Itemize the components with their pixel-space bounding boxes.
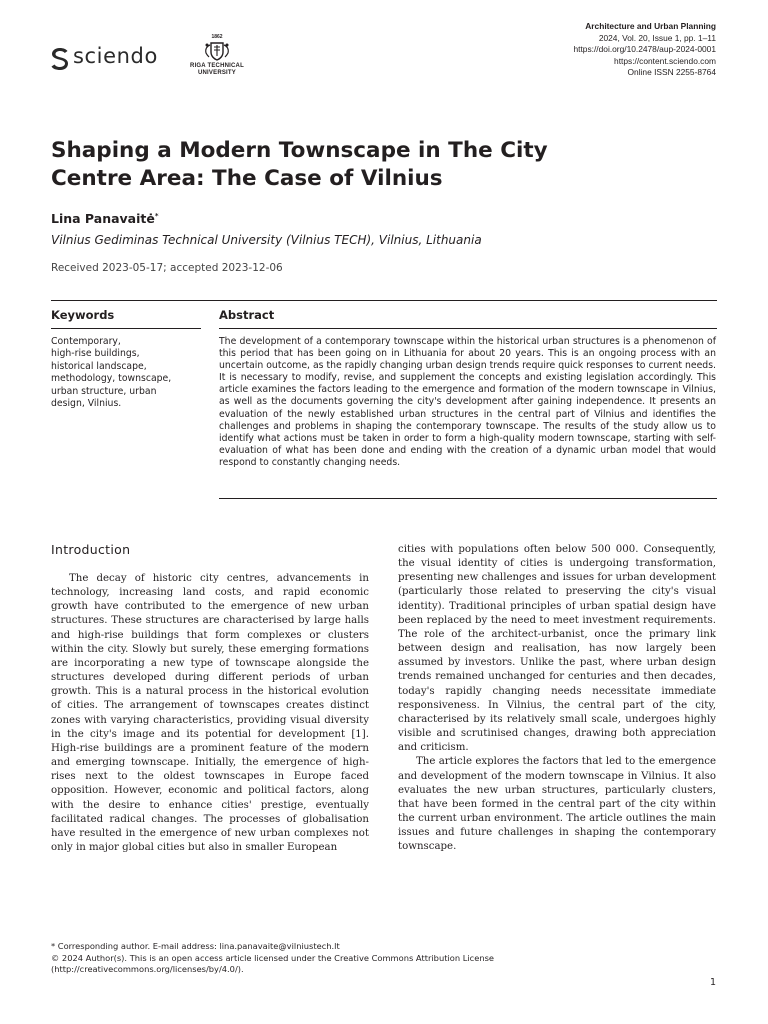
author-name-text: Lina Panavaitė bbox=[51, 211, 155, 226]
journal-url[interactable]: https://content.sciendo.com bbox=[614, 55, 716, 66]
license-note: © 2024 Author(s). This is an open access article licensed under the Creative Commons Attribution License bbox=[51, 952, 495, 963]
divider-bottom bbox=[219, 498, 717, 499]
university-logo bbox=[186, 34, 248, 80]
paragraph: The article explores the factors that led to the emergence and development of the modern townscape in Vilnius. It also evaluates the new urban structures, particularly clusters, that have been formed in the central part of the city within the current urban environment. The article outlines the main issues and future challenges in shaping the contemporary townscape. bbox=[398, 756, 716, 853]
body-column-left bbox=[51, 572, 369, 855]
journal-title: Architecture and Urban Planning bbox=[585, 21, 716, 31]
introduction-heading: Introduction bbox=[51, 542, 131, 557]
article-title-line1: Shaping a Modern Townscape in The City bbox=[51, 138, 548, 163]
abstract-divider bbox=[219, 328, 717, 329]
keyword-line: historical landscape, bbox=[51, 360, 147, 372]
license-url[interactable]: (http://creativecommons.org/licenses/by/4.0/). bbox=[51, 964, 244, 974]
paragraph: cities with populations often below 500 000. Consequently, the visual identity of cities is undergoing transformation, presenting new challenges and issues for urban development (particularly those related to preserving the city's visual identity). Traditional principles of urban spatial design have been replaced by the need to meet investment requirements. The role of the architect-urbanist, once the primary link between design and realisation, has now largely been assumed by investors. Unlike the past, where urban design trends remained unchanged for centuries and then decades, today's rapidly changing needs necessitate immediate responsiveness. In Vilnius, the central part of the city, characterised by its relatively small scale, undergoes highly visible and scrutinised changes, drawing both appreciation and criticism. bbox=[398, 544, 716, 754]
keyword-line: urban structure, urban bbox=[51, 385, 157, 397]
divider-top bbox=[51, 300, 717, 301]
crest-icon bbox=[203, 40, 231, 62]
issn: Online ISSN 2255-8764 bbox=[627, 67, 716, 78]
abstract-text: The development of a contemporary townscape within the historical urban structures is a phenomenon of this period that has been going on in Lithuania for about 20 years. This is an ongoing process with an uncertain outcome, as the rapidly changing urban design trends require quick responses to current needs. It is necessary to modify, revise, and supplement the concepts and existing legislation accordingly. This article examines the factors leading to the emergence and formation of the modern townscape in Vilnius, as well as the documents governing the city's development after gaining independence. It presents an evaluation of the newly established urban structures in the central part of Vilnius and identifies the challenges and problems in shaping the contemporary townscape. The results of the study allow us to identify what actions must be taken in order to form a high-quality modern townscape, starting with self-evaluation of what has been done and ending with the creation of a dynamic urban model that would respond to constantly changing needs. bbox=[219, 336, 716, 468]
journal-info bbox=[574, 21, 717, 79]
page-number: 1 bbox=[709, 977, 716, 988]
author-name bbox=[51, 211, 159, 226]
doi-link[interactable]: https://doi.org/10.2478/aup-2024-0001 bbox=[573, 44, 716, 55]
corresponding-mark: * bbox=[154, 211, 159, 220]
university-name-line1: RIGA TECHNICAL bbox=[190, 63, 244, 69]
keyword-line: design, Vilnius. bbox=[51, 398, 122, 410]
keyword-line: Contemporary, bbox=[51, 336, 121, 347]
abstract-heading: Abstract bbox=[219, 308, 275, 322]
keyword-line: high-rise buildings, bbox=[51, 348, 140, 360]
corresponding-author-note: * Corresponding author. E-mail address: lina.panavaite@vilniustech.lt bbox=[51, 941, 340, 951]
publisher-logo: sciendo bbox=[73, 44, 158, 68]
keywords-list bbox=[51, 336, 201, 410]
body-column-right bbox=[398, 543, 716, 854]
footnotes bbox=[51, 941, 711, 976]
keywords-divider bbox=[51, 328, 201, 329]
keyword-line: methodology, townscape, bbox=[51, 373, 172, 385]
article-title bbox=[51, 137, 611, 193]
university-year: 1862 bbox=[211, 34, 223, 40]
received-dates: Received 2023-05-17; accepted 2023-12-06 bbox=[51, 262, 283, 274]
university-name-line2: UNIVERSITY bbox=[197, 70, 236, 76]
author-affiliation: Vilnius Gediminas Technical University (Vilnius TECH), Vilnius, Lithuania bbox=[51, 233, 482, 247]
keywords-heading: Keywords bbox=[51, 308, 115, 322]
paragraph: The decay of historic city centres, advancements in technology, increasing land costs, and rapid economic growth have contributed to the emergence of new urban structures. These structures are characterised by large halls and high-rise buildings that form complexes or clusters within the city. Slowly but surely, these emerging formations are incorporating a new type of townscape alongside the structures developed during different periods of urban growth. This is a natural process in the historical evolution of cities. The arrangement of townscapes creates distinct zones with varying characteristics, providing visual diversity in the city's image and its potential for development [1]. High-rise buildings are a prominent feature of the modern and emerging townscape. Initially, the emergence of high-rises next to the oldest townscapes in Europe faced opposition. However, economic and political factors, along with the desire to enhance cities' prestige, eventually facilitated radical changes. The processes of globalisation have resulted in the emergence of new urban complexes not only in major global cities but also in smaller European bbox=[51, 573, 369, 853]
sciendo-logo-icon bbox=[50, 47, 70, 71]
article-title-line2: Centre Area: The Case of Vilnius bbox=[51, 166, 443, 191]
journal-issue: 2024, Vol. 20, Issue 1, pp. 1–11 bbox=[598, 32, 716, 43]
